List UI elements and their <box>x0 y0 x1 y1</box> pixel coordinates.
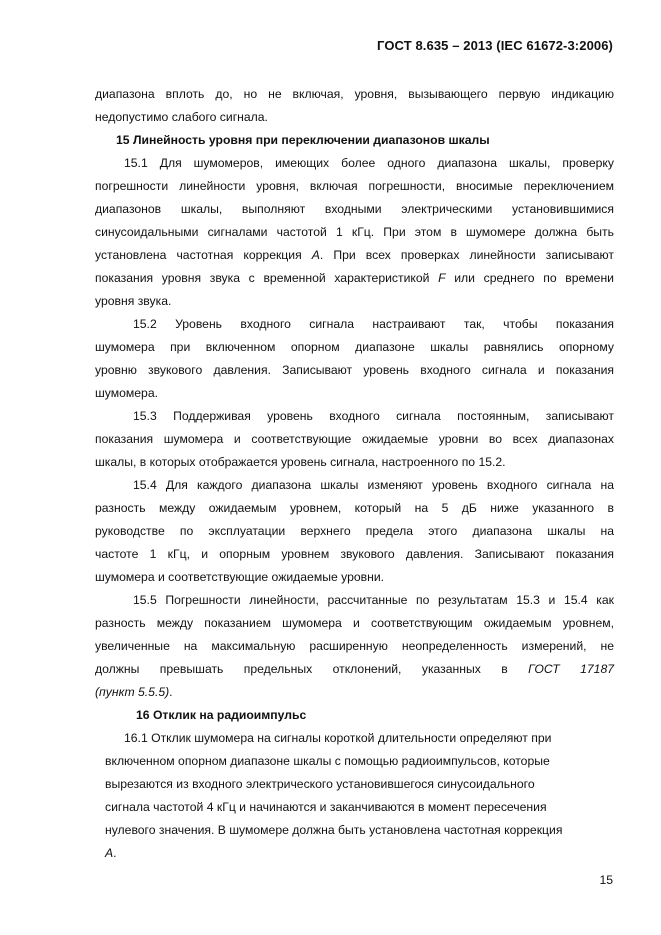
text-line: нулевого значения. В шумомере должна быть установлена частотная коррекция <box>105 823 563 837</box>
text-line <box>95 661 614 677</box>
text-line <box>105 845 117 861</box>
section-heading-16: 16 Отклик на радиоимпульс <box>136 708 307 722</box>
text-span: должны превышать предельных отклонений, указанных в <box>95 662 529 676</box>
text-line: увеличенные на максимальную расширенную неопределенность измерений, не <box>95 639 614 653</box>
page-number: 15 <box>599 873 613 887</box>
text-line: диапазона вплоть до, но не включая, уровня, вызывающего первую индикацию <box>95 87 614 101</box>
text-line: синусоидальными сигналами частотой 1 кГц. При этом в шумомере должна быть <box>95 225 614 239</box>
text-line: 16.1 Отклик шумомера на сигналы короткой длительности определяют при <box>124 731 552 745</box>
text-line: 15.4 Для каждого диапазона шкалы изменяют уровень входного сигнала на <box>133 478 614 492</box>
text-line: уровню звукового давления. Записывают уровень входного сигнала и показания <box>95 363 614 377</box>
document-header: ГОСТ 8.635 – 2013 (IEC 61672-3:2006) <box>377 38 613 53</box>
italic-span: (пункт 5.5.5) <box>95 685 170 699</box>
text-span: . <box>169 685 173 699</box>
text-line: руководстве по эксплуатации верхнего предела этого диапазона шкалы на <box>95 524 614 538</box>
text-line: включенном опорном диапазоне шкалы с помощью радиоимпульсов, которые <box>105 754 550 768</box>
text-span: . <box>113 846 117 860</box>
text-line: шкалы, в которых отображается уровень сигнала, настроенного по 15.2. <box>95 455 506 469</box>
text-line: погрешности линейности уровня, включая погрешности, вносимые переключением <box>95 179 614 193</box>
reference-link: ГОСТ 17187 <box>528 662 614 676</box>
italic-span: A <box>311 248 320 262</box>
text-line <box>95 270 614 286</box>
text-line <box>95 684 614 700</box>
text-line: диапазонов шкалы, выполняют входными электрическими установившимися <box>95 202 614 216</box>
text-line: уровня звука. <box>95 294 172 308</box>
section-heading-15: 15 Линейность уровня при переключении диапазонов шкалы <box>116 133 490 147</box>
text-span: показания уровня звука с временной характеристикой <box>95 271 439 285</box>
text-line: 15.1 Для шумомеров, имеющих более одного диапазона шкалы, проверку <box>124 156 614 170</box>
text-line: разность между показанием шумомера и соответствующим ожидаемым уровнем, <box>95 616 614 630</box>
text-line: разность между ожидаемым уровнем, который на 5 дБ ниже указанного в <box>95 501 614 515</box>
text-line: частоте 1 кГц, и опорным уровнем звукового давления. Записывают показания <box>95 547 614 561</box>
text-line: шумомера. <box>95 386 158 400</box>
text-line: 15.2 Уровень входного сигнала настраивают так, чтобы показания <box>133 317 614 331</box>
text-line: показания шумомера и соответствующие ожидаемые уровни во всех диапазонах <box>95 432 614 446</box>
text-line: шумомера и соответствующие ожидаемые уровни. <box>95 570 385 584</box>
text-span: установлена частотная коррекция <box>95 248 312 262</box>
text-line: вырезаются из входного электрического установившегося синусоидального <box>105 777 535 791</box>
text-line: сигнала частотой 4 кГц и начинаются и заканчиваются в момент пересечения <box>105 800 547 814</box>
text-line: 15.5 Погрешности линейности, рассчитанные по результатам 15.3 и 15.4 как <box>133 593 614 607</box>
text-span: или среднего по времени <box>445 271 614 285</box>
text-span: . При всех проверках линейности записывают <box>319 248 614 262</box>
text-line <box>95 247 614 263</box>
text-line: шумомера при включенном опорном диапазоне шкалы равнялись опорному <box>95 340 614 354</box>
italic-span: F <box>438 271 446 285</box>
text-line: недопустимо слабого сигнала. <box>95 110 268 124</box>
text-line: 15.3 Поддерживая уровень входного сигнала постоянным, записывают <box>133 409 614 423</box>
italic-span: A <box>105 846 114 860</box>
